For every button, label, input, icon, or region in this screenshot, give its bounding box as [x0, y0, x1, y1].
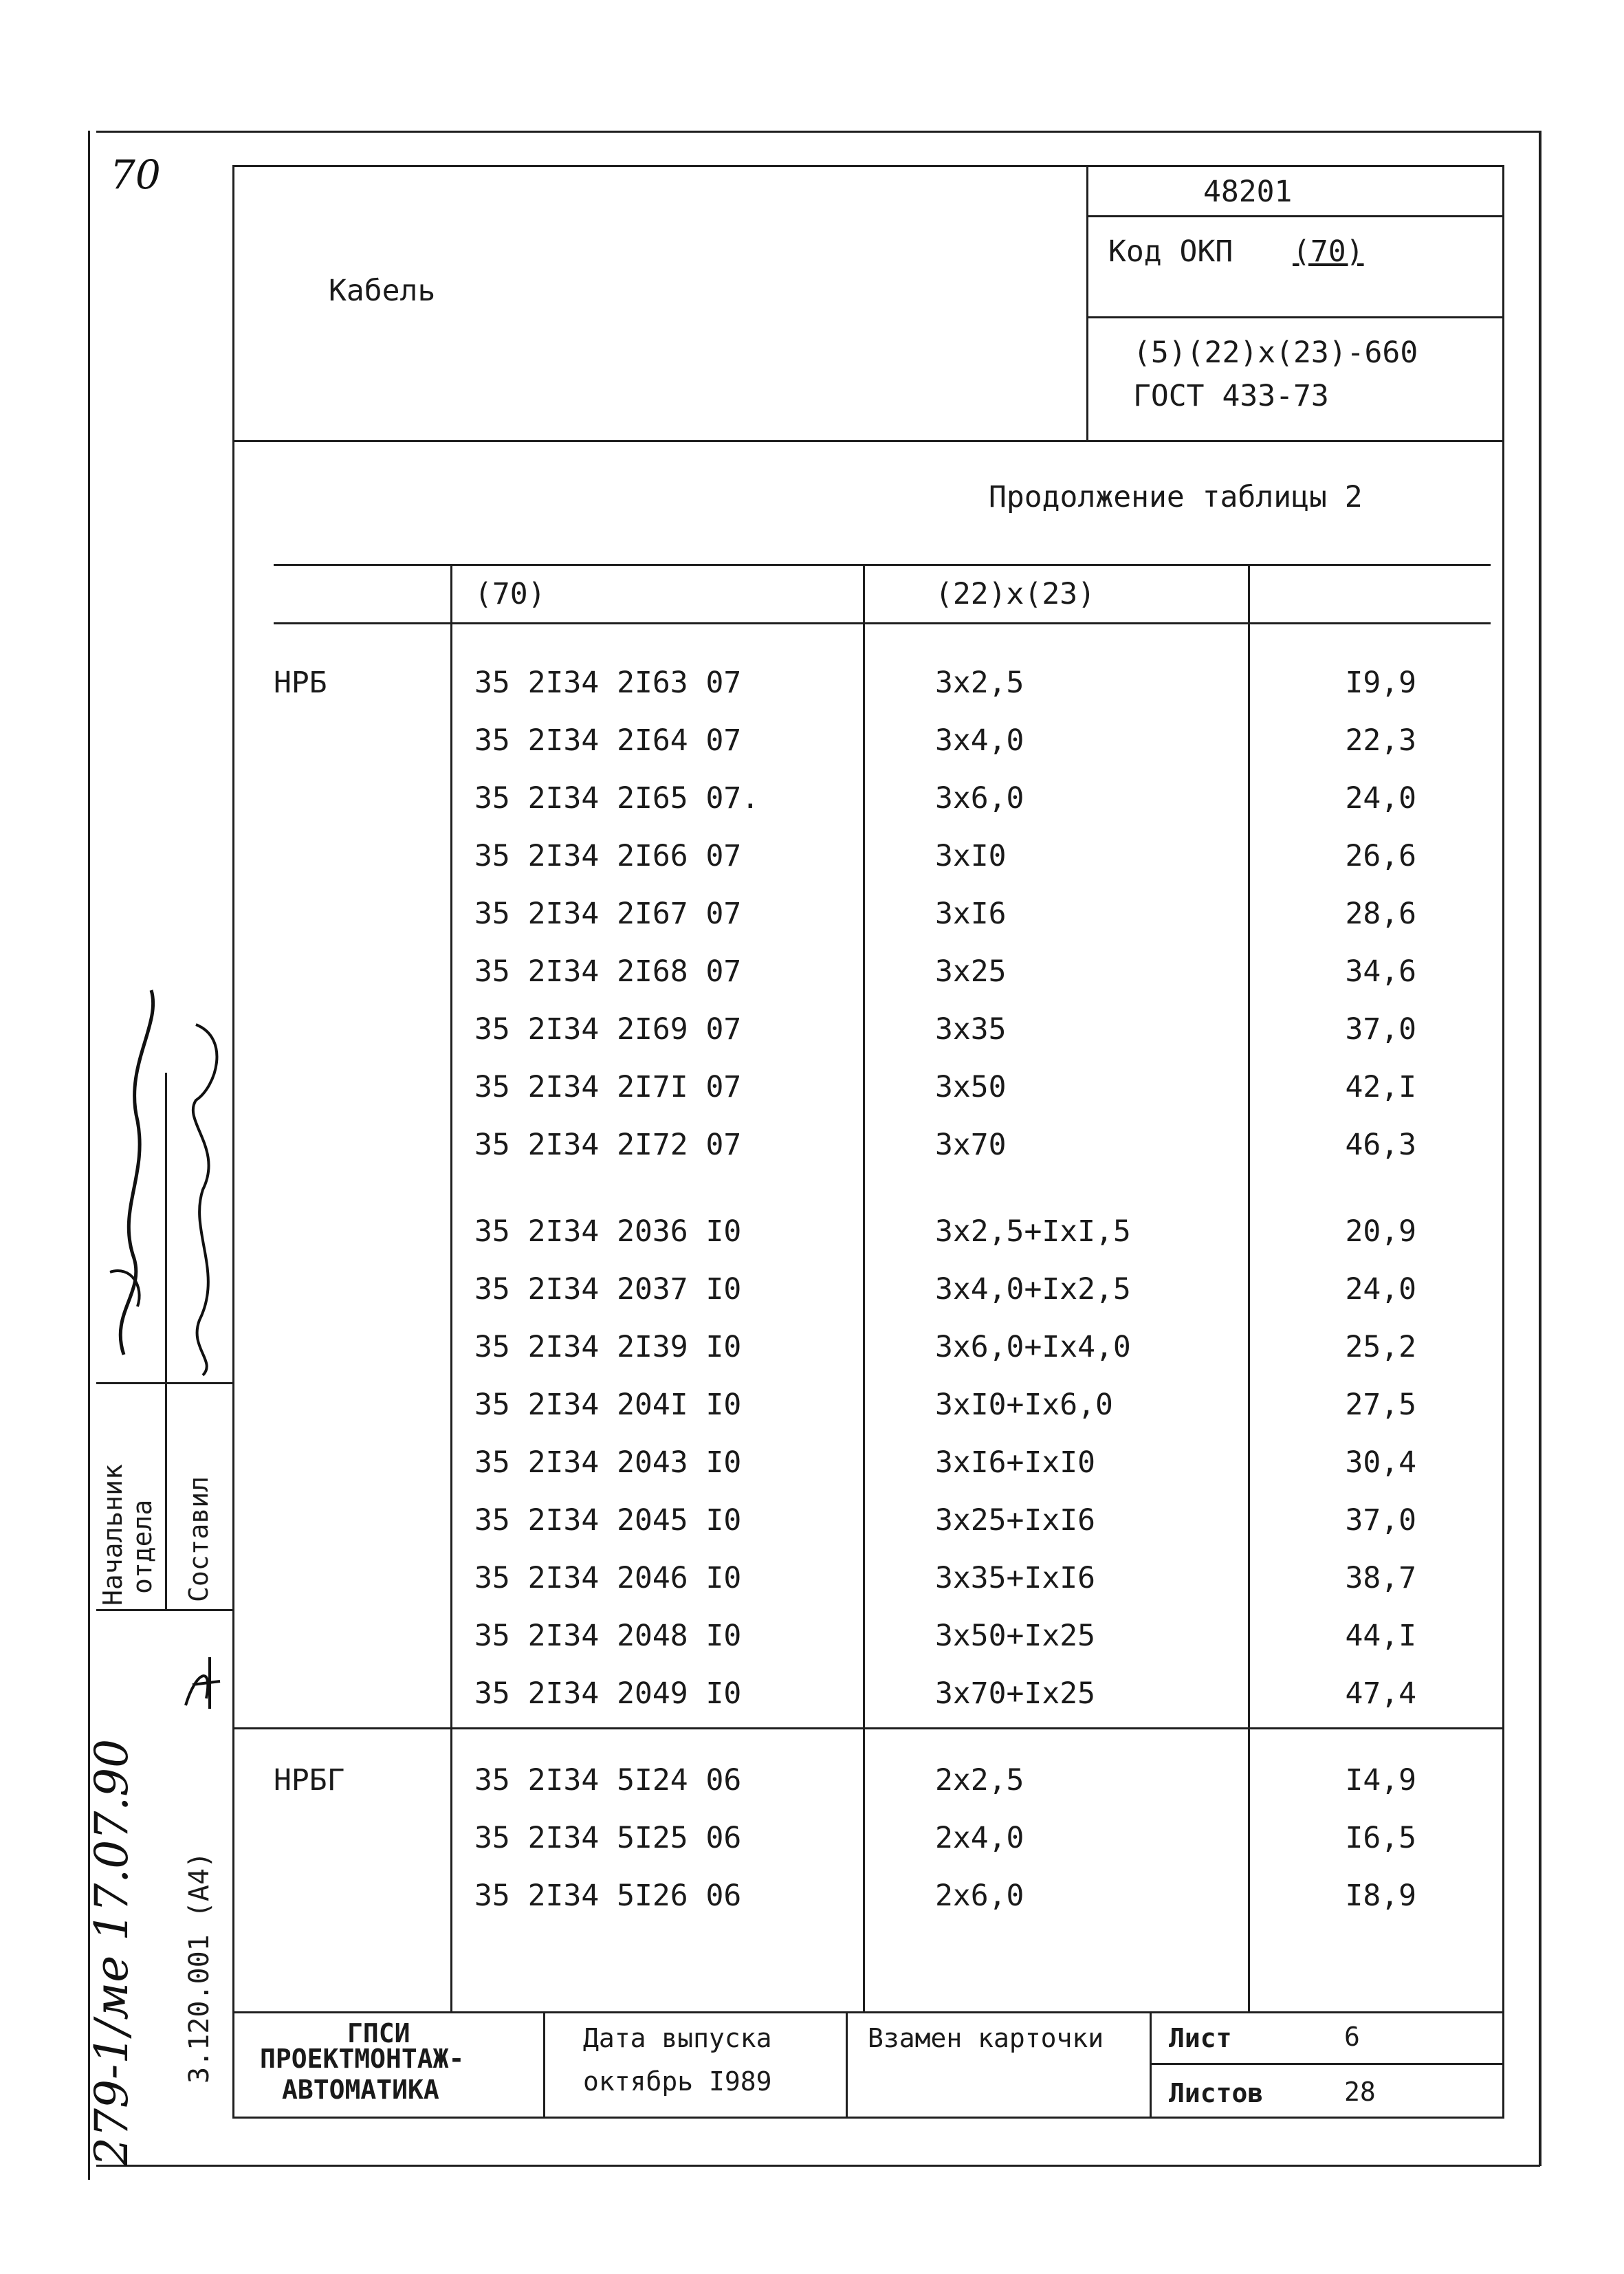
table-row-value: 20,9	[1345, 1214, 1416, 1249]
table-row-value: I4,9	[1345, 1763, 1416, 1797]
table-row-section: 3x2,5	[935, 666, 1024, 700]
sheet-label: Лист	[1169, 2023, 1232, 2053]
table-row-code: 35 2I34 2I68 07	[474, 954, 742, 989]
table-row-section: 3x6,0+Ix4,0	[935, 1330, 1131, 1364]
signature-head	[96, 983, 172, 1382]
org-line-3: АВТОМАТИКА	[282, 2075, 439, 2105]
table-row-code: 35 2I34 2I67 07	[474, 897, 742, 931]
table-row-section: 3x35+IxI6	[935, 1561, 1095, 1595]
okp-label: Код ОКП	[1108, 234, 1233, 269]
table-row-value: 22,3	[1345, 723, 1416, 758]
table-row-value: I8,9	[1345, 1879, 1416, 1913]
table-row-code: 35 2I34 2043 I0	[474, 1445, 742, 1480]
table-row-code: 35 2I34 2I64 07	[474, 723, 742, 758]
table-row-code: 35 2I34 5I25 06	[474, 1821, 742, 1855]
table-row-section: 3x35	[935, 1012, 1007, 1047]
continuation-title: Продолжение таблицы 2	[989, 480, 1363, 514]
table-row-code: 35 2I34 204I I0	[474, 1388, 742, 1422]
table-row-code: 35 2I34 2I66 07	[474, 839, 742, 873]
table-row-code: 35 2I34 2I72 07	[474, 1128, 742, 1162]
table-row-value: I6,5	[1345, 1821, 1416, 1855]
table-row-value: 37,0	[1345, 1503, 1416, 1538]
table-row-code: 35 2I34 5I24 06	[474, 1763, 742, 1797]
table-row-code: 35 2I34 2I39 I0	[474, 1330, 742, 1364]
page-number: 70	[110, 151, 161, 198]
table-row-value: 30,4	[1345, 1445, 1416, 1480]
table-row-value: 42,I	[1345, 1070, 1416, 1104]
col-header-section: (22)x(23)	[935, 577, 1095, 611]
table-row-code: 35 2I34 2049 I0	[474, 1676, 742, 1711]
col-header-code: (70)	[474, 577, 546, 611]
archive-stamp: 279-1/ме 17.07.90	[85, 1738, 138, 2166]
table-row-code: 35 2I34 2046 I0	[474, 1561, 742, 1595]
table-row-code: 35 2I34 2037 I0	[474, 1272, 742, 1307]
table-row-section: 3x70+Ix25	[935, 1676, 1095, 1711]
org-line-1: ГПСИ	[347, 2018, 410, 2048]
table-row-value: 47,4	[1345, 1676, 1416, 1711]
okp-code: (70)	[1293, 234, 1364, 269]
table-row-value: 26,6	[1345, 839, 1416, 873]
table-row-section: 3x50+Ix25	[935, 1619, 1095, 1653]
designation: (5)(22)x(23)-660	[1133, 336, 1418, 370]
table-row-code: 35 2I34 2I7I 07	[474, 1070, 742, 1104]
table-row-section: 3xI6+IxI0	[935, 1445, 1095, 1480]
sheets-value: 28	[1344, 2077, 1376, 2107]
table-row-value: 25,2	[1345, 1330, 1416, 1364]
table-row-section: 3x2,5+IxI,5	[935, 1214, 1131, 1249]
table-row-section: 2x2,5	[935, 1763, 1024, 1797]
doc-number: 48201	[1203, 175, 1293, 209]
sheets-label: Листов	[1169, 2078, 1264, 2108]
table-row-value: 24,0	[1345, 781, 1416, 816]
group-name: НРБГ	[274, 1763, 345, 1797]
table-row-code: 35 2I34 2I63 07	[474, 666, 742, 700]
table-row-section: 3xI0	[935, 839, 1007, 873]
table-row-code: 35 2I34 5I26 06	[474, 1879, 742, 1913]
table-row-value: 27,5	[1345, 1388, 1416, 1422]
standard: ГОСТ 433-73	[1133, 379, 1329, 413]
form-code: 3.120.001 (А4)	[184, 1851, 215, 2084]
table-row-section: 3x25+IxI6	[935, 1503, 1095, 1538]
table-row-code: 35 2I34 2048 I0	[474, 1619, 742, 1653]
sheet-value: 6	[1344, 2022, 1360, 2052]
table-row-section: 3x6,0	[935, 781, 1024, 816]
table-row-code: 35 2I34 2045 I0	[474, 1503, 742, 1538]
release-label: Дата выпуска	[583, 2023, 772, 2053]
release-value: октябрь I989	[583, 2066, 772, 2097]
table-row-value: 37,0	[1345, 1012, 1416, 1047]
table-row-section: 3x4,0+Ix2,5	[935, 1272, 1131, 1307]
table-row-value: 46,3	[1345, 1128, 1416, 1162]
department-label: отдела	[127, 1499, 157, 1594]
table-row-section: 3x25	[935, 954, 1007, 989]
table-row-value: 44,I	[1345, 1619, 1416, 1653]
table-row-value: 34,6	[1345, 954, 1416, 989]
table-row-section: 3x4,0	[935, 723, 1024, 758]
table-row-value: 28,6	[1345, 897, 1416, 931]
table-row-value: I9,9	[1345, 666, 1416, 700]
product-name: Кабель	[329, 274, 436, 308]
table-row-section: 2x4,0	[935, 1821, 1024, 1855]
table-row-value: 38,7	[1345, 1561, 1416, 1595]
replaces-label: Взамен карточки	[868, 2023, 1104, 2053]
table-row-section: 3x50	[935, 1070, 1007, 1104]
table-row-section: 2x6,0	[935, 1879, 1024, 1913]
org-line-2: ПРОЕКТМОНТАЖ-	[260, 2044, 465, 2074]
table-row-code: 35 2I34 2I69 07	[474, 1012, 742, 1047]
table-row-section: 3x70	[935, 1128, 1007, 1162]
table-row-section: 3xI6	[935, 897, 1007, 931]
head-of-department-label: Начальник	[98, 1464, 128, 1606]
table-row-code: 35 2I34 2036 I0	[474, 1214, 742, 1249]
signature-compiler	[168, 1011, 244, 1382]
initials-mark	[172, 1643, 234, 1719]
group-name: НРБ	[274, 666, 327, 700]
table-row-section: 3xI0+Ix6,0	[935, 1388, 1113, 1422]
compiled-by-label: Составил	[184, 1476, 214, 1602]
table-row-code: 35 2I34 2I65 07.	[474, 781, 760, 816]
table-row-value: 24,0	[1345, 1272, 1416, 1307]
